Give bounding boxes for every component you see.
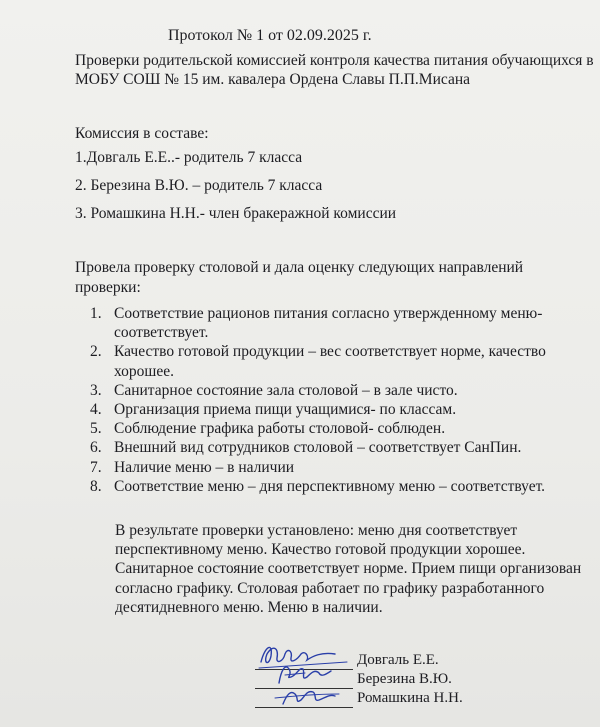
check-item: 2. Качество готовой продукции – вес соответствует норме, качество хорошее. — [90, 343, 546, 380]
signature-row — [255, 690, 465, 710]
signatory-name: Довгаль Е.Е. — [357, 652, 439, 668]
commission-member: 3. Ромашкина Н.Н.- член бракеражной комиссии — [75, 205, 397, 222]
document-title: Протокол № 1 от 02.09.2025 г. — [168, 27, 372, 44]
commission-member: 1.Довгаль Е.Е..- родитель 7 класса — [75, 149, 303, 166]
document-subject: Проверки родительской комиссией контроля качества питания обучающихся в МОБУ СОШ № 15 им. кавалера Ордена Славы П.П.Мисана — [75, 52, 594, 88]
commission-member: 2. Березина В.Ю. – родитель 7 класса — [75, 177, 323, 194]
handwritten-signature — [255, 676, 355, 710]
check-item: 8. Соответствие меню – дня перспективному меню – соответствует. — [90, 477, 546, 495]
inspection-intro: Провела проверку столовой и дала оценку следующих направлений проверки: — [75, 259, 524, 296]
signature-line — [255, 707, 353, 708]
check-item: 4. Организация приема пищи учащимися- по классам. — [90, 401, 457, 419]
commission-heading: Комиссия в составе: — [75, 125, 209, 142]
inspection-conclusion: В результате проверки установлено: меню дня соответствует перспективному меню. Качество готовой продукции хорошее. Санитарное состояние соответствует норме. Прием пищи организован согласно графику. Столовая работает по графику разработанного десятидневного меню. Меню в наличии. — [115, 522, 582, 616]
check-item: 6. Внешний вид сотрудников столовой – соответствует СанПин. — [90, 439, 522, 457]
check-list — [90, 304, 560, 496]
signatory-name: Ромашкина Н.Н. — [357, 690, 463, 706]
check-item: 7. Наличие меню – в наличии — [90, 458, 295, 476]
check-item: 5. Соблюдение графика работы столовой- соблюден. — [90, 420, 446, 438]
check-item: 3. Санитарное состояние зала столовой – в зале чисто. — [90, 381, 458, 399]
check-item: 1. Соответствие рационов питания согласно утвержденному меню- соответствует. — [90, 305, 543, 342]
signatory-name: Березина В.Ю. — [357, 671, 452, 687]
